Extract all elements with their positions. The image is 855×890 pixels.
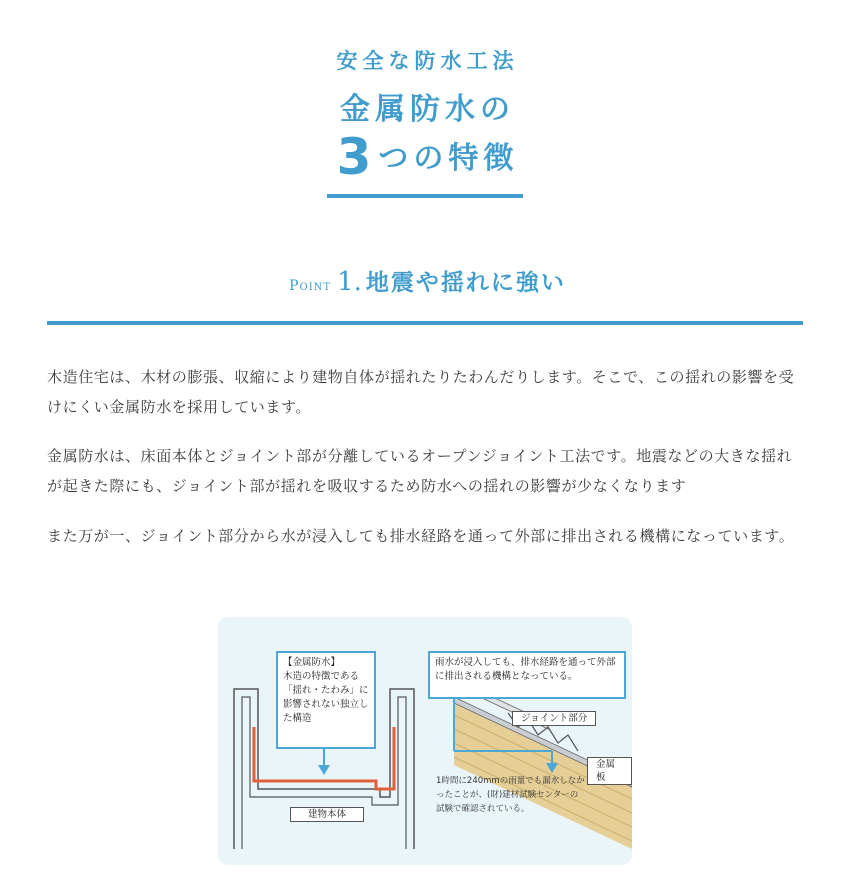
test-note: 1時間に240mmの雨量でも漏水しなかったことが、(財)建材試験センターの試験で確認されている。 xyxy=(436,776,585,814)
arrow-down-icon xyxy=(318,765,330,775)
point-word: Point xyxy=(289,278,332,294)
hero-title-rest: つの特徴 xyxy=(378,141,519,176)
point-divider xyxy=(47,321,803,325)
hero-title-line1: 金属防水の xyxy=(340,92,515,127)
right-callout-box: 雨水が浸入しても、排水経路を通って外部に排出される機構となっている。 xyxy=(428,651,626,699)
hero-underline xyxy=(327,194,523,198)
building-body-label: 建物本体 xyxy=(290,807,364,822)
point-title: 地震や揺れに強い xyxy=(365,270,566,296)
paragraph-3: また万が一、ジョイント部分から水が浸入しても排水経路を通って外部に排出される機構になっています。 xyxy=(47,527,795,545)
left-callout-box: 【金属防水】 木造の特徴である「揺れ・たわみ」に影響されない独立した構造 xyxy=(276,651,376,749)
hero-title-number: 3 xyxy=(336,128,377,186)
paragraph-2: 金属防水は、床面本体とジョイント部が分離しているオープンジョイント工法です。地震などの大きな揺れが起きた際にも、ジョイント部が揺れを吸収するため防水への揺れの影響が少なくなります xyxy=(47,447,793,495)
metal-plate-label: 金属板 xyxy=(587,757,632,785)
hero-title-line2 xyxy=(0,128,855,186)
point-number: 1. xyxy=(337,267,362,297)
metal-waterproofing-diagram xyxy=(218,617,632,865)
hero-subtitle: 安全な防水工法 xyxy=(336,49,519,73)
point-heading xyxy=(0,264,855,297)
paragraph-1: 木造住宅は、木材の膨張、収縮により建物自体が揺れたりたわんだりします。そこで、この揺れの影響を受けにくい金属防水を採用しています。 xyxy=(47,368,795,416)
joint-label: ジョイント部分 xyxy=(512,711,596,726)
